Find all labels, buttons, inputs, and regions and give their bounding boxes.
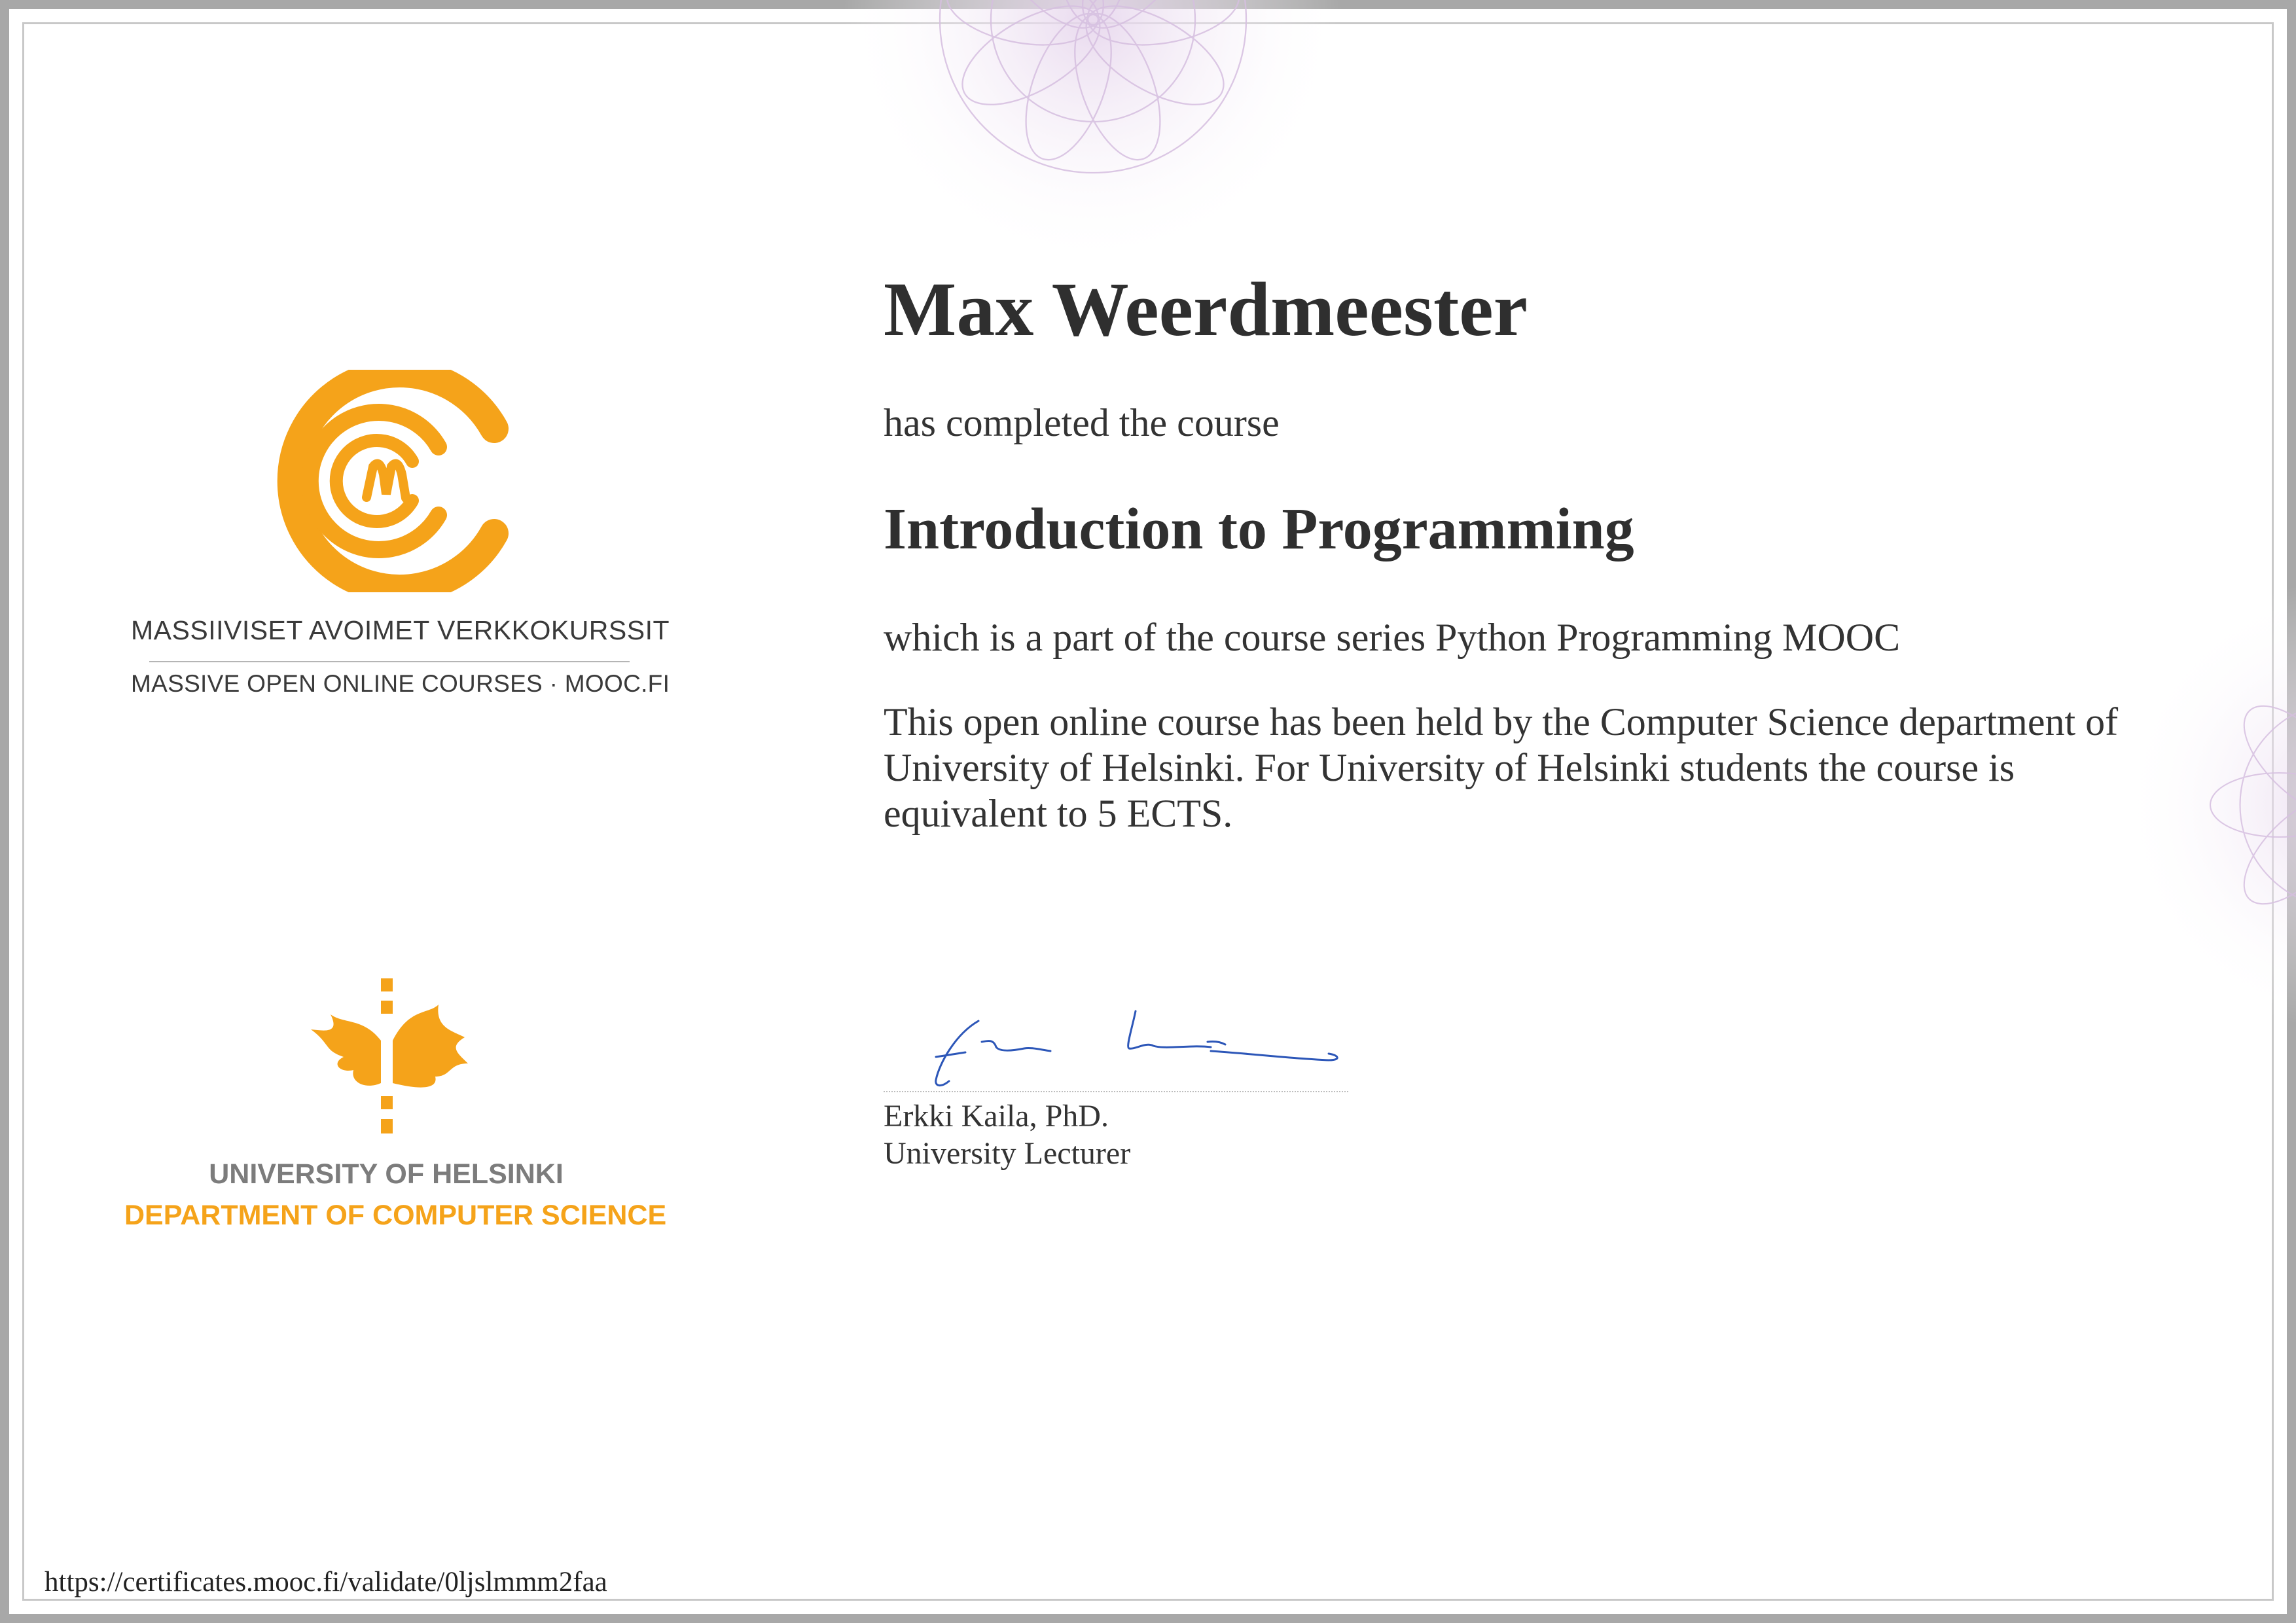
flame-emblem-icon (304, 978, 468, 1135)
mooc-c-logo-icon (262, 370, 524, 592)
mooc-logo-divider (149, 661, 630, 662)
signer-name: Erkki Kaila, PhD. (884, 1099, 1109, 1133)
recipient-name: Max Weerdmeester (884, 266, 1528, 352)
university-name: UNIVERSITY OF HELSINKI (209, 1158, 564, 1190)
rosette-decoration-right (2114, 576, 2296, 1034)
signer-title: University Lecturer (884, 1136, 1131, 1171)
course-description: This open online course has been held by the Computer Science department of University of Helsinki. For University of Helsinki students the course is equivalent to 5 ECTS. (884, 700, 2119, 835)
signature-image (910, 1001, 1348, 1093)
rosette-decoration-top (838, 0, 1348, 275)
validation-url[interactable]: https://certificates.mooc.fi/validate/0ljslmmm2faa (45, 1567, 607, 1597)
mooc-logo-line-2: MASSIVE OPEN ONLINE COURSES · MOOC.FI (131, 670, 670, 697)
completed-text: has completed the course (884, 401, 1280, 444)
mooc-logo-line-1: MASSIIVISET AVOIMET VERKKOKURSSIT (131, 615, 670, 645)
department-name: DEPARTMENT OF COMPUTER SCIENCE (124, 1200, 667, 1231)
course-series-text: which is a part of the course series Python Programming MOOC (884, 616, 1901, 659)
signature-line (884, 1091, 1348, 1092)
course-title: Introduction to Programming (884, 497, 1634, 562)
